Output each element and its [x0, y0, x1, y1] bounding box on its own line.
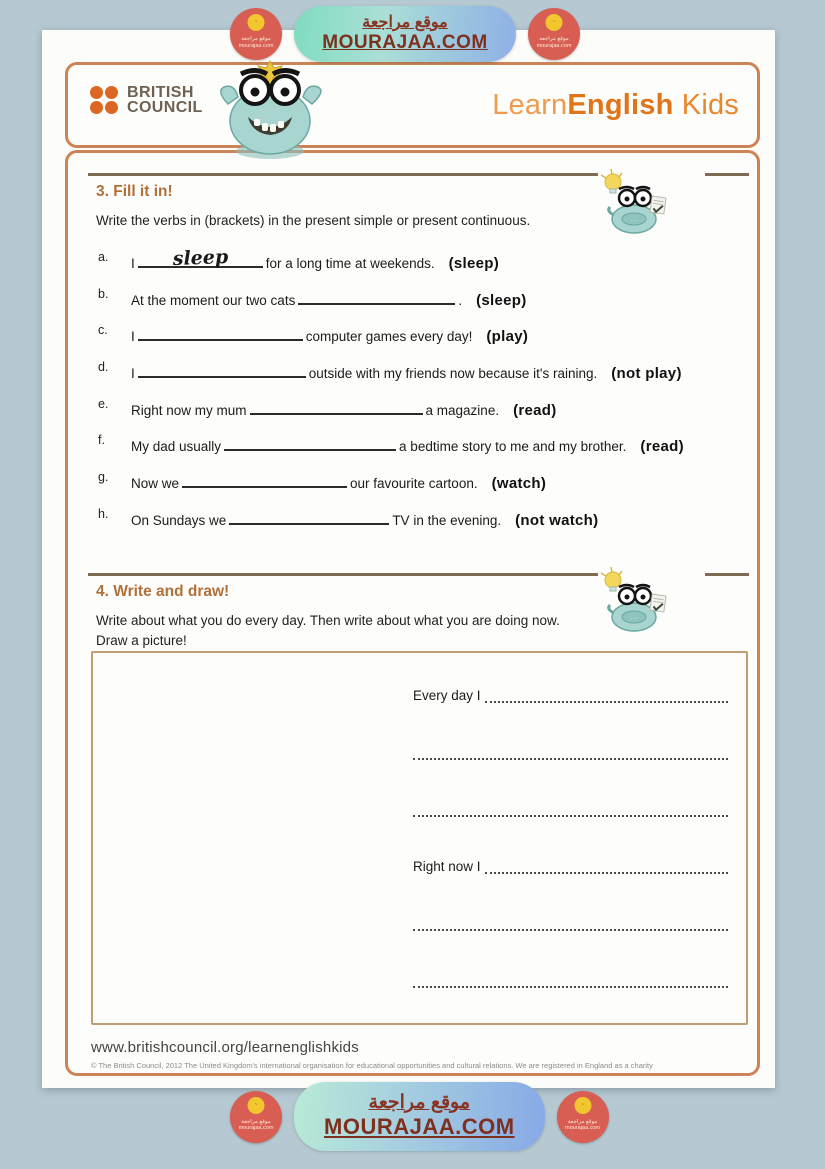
verb-hint: (sleep): [448, 255, 500, 272]
section4-title: 4. Write and draw!: [96, 583, 230, 600]
dotted-line: [485, 688, 728, 703]
handwritten-answer: sleep: [172, 246, 229, 270]
item-letter: d.: [98, 360, 109, 375]
item-sentence: [131, 322, 528, 345]
badge-logo-icon: ~: [546, 14, 563, 31]
sentence-prefix: I: [131, 366, 135, 382]
mourajaa-badge-icon[interactable]: [230, 8, 282, 60]
item-letter: h.: [98, 506, 109, 521]
write-line-label: Every day I: [413, 688, 481, 703]
item-sentence: [131, 469, 546, 492]
section4-instruction: [96, 611, 616, 651]
handwritten-answer: [182, 486, 347, 492]
handwritten-answer: [138, 376, 306, 382]
fill-in-item-row: [98, 246, 748, 286]
brand-kids: Kids: [673, 89, 739, 121]
svg-text:····: ····: [630, 616, 638, 622]
fill-in-item-row: [98, 469, 748, 506]
answer-blank: [250, 401, 423, 415]
answer-blank: [224, 437, 396, 451]
sentence-suffix: computer games every day!: [305, 329, 473, 345]
answer-blank: [138, 246, 263, 270]
dotted-line: [413, 802, 728, 817]
watermark-banner-top[interactable]: [230, 6, 580, 62]
handwritten-answer: [224, 449, 396, 455]
sentence-prefix: My dad usually: [131, 439, 222, 455]
sentence-suffix: .: [458, 292, 463, 308]
item-sentence: [131, 246, 500, 272]
worksheet-page: [42, 30, 775, 1088]
sentence-suffix: outside with my friends now because it's raining.: [308, 366, 598, 382]
badge-logo-icon: ~: [248, 14, 265, 31]
footer-copyright: © The British Council, 2012 The United Kingdom's international organisation for educational opportunities and cultural relations. We are registered in England as a charity: [91, 1061, 653, 1070]
sentence-suffix: for a long time at weekends.: [265, 256, 435, 271]
banner-arabic-text[interactable]: موقع مراجعة: [368, 1092, 471, 1113]
section3-divider-right: [705, 173, 749, 176]
answer-blank: [182, 474, 347, 488]
write-line: [413, 740, 728, 760]
british-council-name: [127, 85, 203, 115]
mourajaa-badge-icon[interactable]: [230, 1091, 282, 1143]
monster-mascot-icon: [208, 59, 333, 163]
section3-instruction: Write the verbs in (brackets) in the present simple or present continuous.: [96, 213, 531, 228]
banner-site-text[interactable]: MOURAJAA.COM: [324, 1114, 515, 1139]
section4-divider: [88, 573, 645, 576]
banner-arabic-text[interactable]: موقع مراجعة: [362, 14, 448, 31]
section3-title: 3. Fill it in!: [96, 183, 173, 200]
fill-in-item-row: [98, 396, 748, 433]
item-letter: e.: [98, 396, 109, 411]
item-letter: f.: [98, 433, 105, 448]
item-sentence: [131, 506, 598, 529]
badge-logo-icon: ~: [248, 1097, 265, 1114]
write-line: [413, 854, 728, 874]
item-sentence: [131, 286, 527, 309]
mourajaa-badge-icon[interactable]: [557, 1091, 609, 1143]
badge-text: موقع مراجعة mourajaa.com: [238, 36, 274, 49]
thinking-monster-icon: [598, 565, 670, 633]
sentence-suffix: our favourite cartoon.: [350, 476, 478, 492]
badge-text: موقع مراجعة mourajaa.com: [536, 36, 572, 49]
fill-in-item-row: [98, 286, 748, 323]
learnenglish-kids-logo: [492, 89, 739, 122]
british-council-logo: [90, 85, 203, 115]
write-line-label: Right now I: [413, 859, 481, 874]
sentence-prefix: On Sundays we: [131, 512, 227, 528]
mourajaa-link[interactable]: [294, 6, 516, 62]
write-line: [413, 968, 728, 988]
watermark-banner-bottom[interactable]: [230, 1082, 609, 1151]
fill-in-item-row: [98, 432, 748, 469]
sentence-suffix: TV in the evening.: [392, 512, 502, 528]
write-line: [413, 683, 728, 703]
banner-site-text[interactable]: MOURAJAA.COM: [322, 32, 488, 53]
verb-hint: (sleep): [476, 291, 527, 309]
verb-hint: (not watch): [515, 511, 599, 529]
handwritten-answer: [250, 413, 423, 419]
write-and-draw-box: [91, 651, 748, 1025]
item-letter: c.: [98, 323, 108, 338]
worksheet-body: [65, 150, 760, 1076]
fill-in-item-row: [98, 506, 748, 543]
sentence-suffix: a bedtime story to me and my brother.: [399, 439, 627, 455]
section4-instruction-line2: Draw a picture!: [96, 633, 187, 648]
item-letter: b.: [98, 286, 109, 301]
section4-instruction-line1: Write about what you do every day. Then write about what you are doing now.: [96, 613, 560, 628]
sentence-suffix: a magazine.: [425, 402, 500, 418]
answer-blank: [138, 364, 306, 378]
badge-text: موقع مراجعة mourajaa.com: [238, 1118, 274, 1131]
sentence-prefix: Now we: [131, 476, 180, 492]
sentence-prefix: I: [131, 329, 135, 345]
item-letter: a.: [98, 250, 109, 264]
thinking-monster-icon: [598, 167, 670, 235]
handwritten-answer: [298, 303, 455, 308]
item-sentence: [131, 432, 684, 455]
sentence-prefix: At the moment our two cats: [131, 292, 296, 308]
dotted-line: [413, 916, 728, 931]
fill-in-item-row: [98, 322, 748, 359]
badge-text: موقع مراجعة mourajaa.com: [565, 1118, 600, 1131]
badge-logo-icon: ~: [574, 1097, 591, 1114]
verb-hint: (not play): [611, 365, 682, 383]
verb-hint: (read): [640, 438, 684, 456]
section4-divider-right: [705, 573, 749, 576]
verb-hint: (play): [486, 328, 529, 346]
item-sentence: [131, 396, 557, 419]
dotted-line: [413, 973, 728, 988]
verb-hint: (read): [513, 401, 557, 419]
handwritten-answer: [229, 523, 389, 529]
item-letter: g.: [98, 470, 109, 485]
write-lines: [413, 683, 728, 1025]
answer-blank: [229, 511, 389, 525]
worksheet-header: [65, 62, 760, 148]
dotted-line: [413, 745, 728, 760]
write-line: [413, 797, 728, 817]
brand-learn: Learn: [492, 89, 568, 121]
fill-in-items: [98, 246, 748, 543]
british-council-dots-icon: [90, 86, 118, 114]
footer-url: www.britishcouncil.org/learnenglishkids: [91, 1039, 359, 1056]
fill-in-item-row: [98, 359, 748, 396]
mourajaa-link[interactable]: [294, 1082, 545, 1151]
verb-hint: (watch): [491, 475, 547, 493]
answer-blank: [298, 291, 455, 305]
dotted-line: [485, 859, 728, 874]
mourajaa-badge-icon[interactable]: [528, 8, 580, 60]
item-sentence: [131, 359, 682, 382]
section3-divider: [88, 173, 645, 176]
sentence-prefix: Right now my mum: [131, 402, 247, 418]
british-council-line1: BRITISH: [127, 84, 194, 101]
brand-english: English: [567, 89, 674, 121]
svg-text:····: ····: [630, 218, 638, 224]
answer-blank: [138, 327, 303, 341]
british-council-line2: COUNCIL: [127, 99, 203, 116]
handwritten-answer: [138, 339, 303, 345]
sentence-prefix: I: [131, 256, 135, 271]
write-line: [413, 911, 728, 931]
